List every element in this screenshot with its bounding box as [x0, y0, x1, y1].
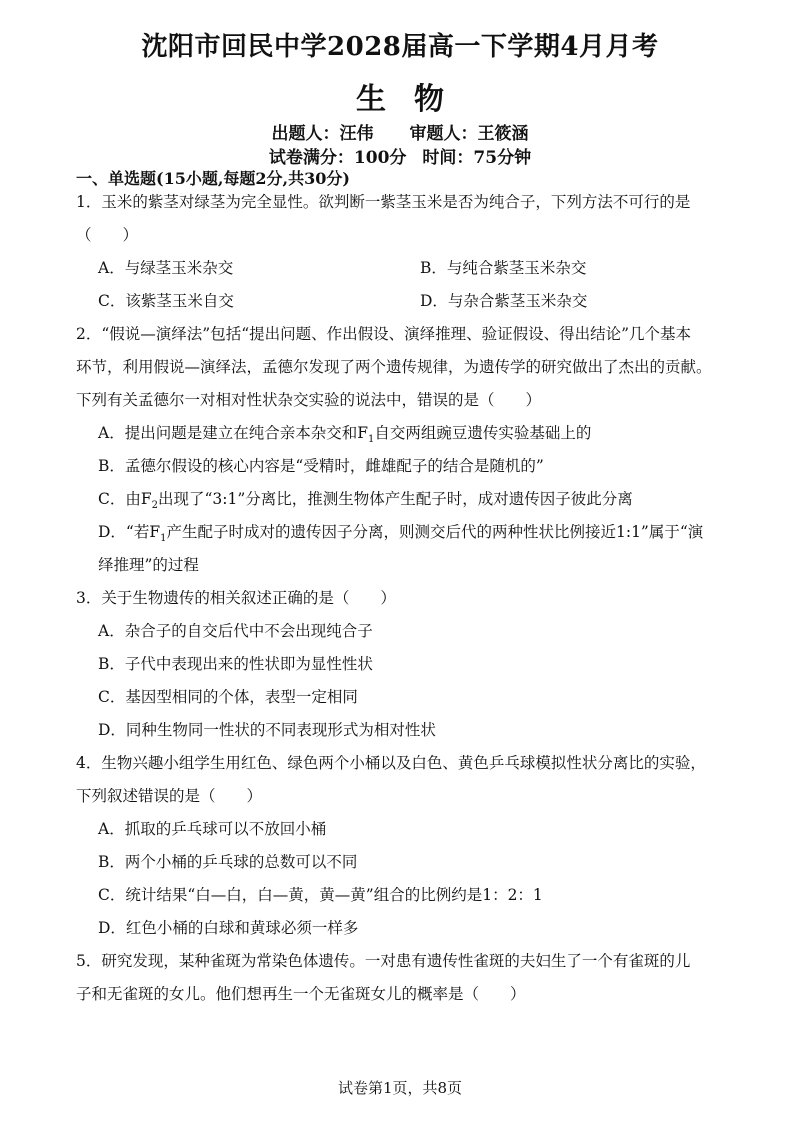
q2-stem-line2: 环节，利用假说—演绎法，孟德尔发现了两个遗传规律，为遗传学的研究做出了杰出的贡献。 [76, 358, 712, 376]
section-heading: 一、单选题(15小题,每题2分,共30分) [76, 169, 350, 188]
q3-option-a: A．杂合子的自交后代中不会出现纯合子 [98, 622, 373, 640]
q1-option-d: D．与杂合紫茎玉米杂交 [420, 292, 588, 310]
q1-option-c: C．该紫茎玉米自交 [98, 292, 234, 310]
q3-stem: 3．关于生物遗传的相关叙述正确的是（ ） [76, 589, 396, 607]
subscript: 1 [160, 533, 167, 545]
q2-option-d-text-end: 产生配子时成对的遗传因子分离，则测交后代的两种性状比例接近1:1”属于“演 [166, 523, 704, 541]
q2-option-a [76, 421, 736, 454]
q4-option-d: D．红色小桶的白球和黄球必须一样多 [98, 919, 359, 937]
q1-stem-line1: 1．玉米的紫茎对绿茎为完全显性。欲判断一紫茎玉米是否为纯合子，下列方法不可行的是 [76, 193, 691, 211]
reviewer: 审题人：王筱涵 [409, 124, 529, 144]
subscript: 2 [151, 500, 158, 512]
q4-option-b: B．两个小桶的乒乓球的总数可以不同 [98, 853, 358, 871]
q4-stem-line2: 下列叙述错误的是（ ） [76, 787, 263, 805]
q4-option-a: A．抓取的乒乓球可以不放回小桶 [98, 820, 327, 838]
q2-stem-line1: 2．“假说—演绎法”包括“提出问题、作出假设、演绎推理、验证假设、得出结论”几个基本 [76, 325, 692, 343]
q2-stem-line3: 下列有关孟德尔一对相对性状杂交实验的说法中，错误的是（ ） [76, 391, 542, 409]
exam-authors [0, 119, 800, 144]
q4-stem-line1: 4．生物兴趣小组学生用红色、绿色两个小桶以及白色、黄色乒乓球模拟性状分离比的实验， [76, 754, 706, 772]
q4-option-c: C．统计结果“白—白，白—黄，黄—黄”组合的比例约是1：2：1 [98, 886, 543, 904]
q2-option-c-text: C．由F [98, 490, 152, 508]
question-list [76, 190, 736, 1015]
subject-title: 生物 [356, 82, 472, 117]
page-footer: 试卷第1页，共8页 [337, 1079, 463, 1097]
q5-stem-line2: 子和无雀斑的女儿。他们想再生一个无雀斑女儿的概率是（ ） [76, 985, 526, 1003]
q1-option-a: A．与绿茎玉米杂交 [98, 259, 234, 277]
q1-options-row1 [76, 256, 736, 289]
q2-option-a-text-end: 自交两组豌豆遗传实验基础上的 [374, 424, 592, 442]
q1-stem-line2: （ ） [76, 226, 139, 244]
subscript: 1 [367, 434, 375, 446]
q3-option-b: B．子代中表现出来的性状即为显性性状 [98, 655, 373, 673]
q3-option-d: D．同种生物同一性状的不同表现形式为相对性状 [98, 721, 436, 739]
full-score: 试卷满分：100分 [268, 148, 407, 168]
q3-option-c: C．基因型相同的个体，表型一定相同 [98, 688, 358, 706]
q2-option-d-text: D．“若F [98, 523, 161, 541]
exam-time: 时间：75分钟 [422, 148, 532, 168]
setter: 出题人：汪伟 [271, 124, 374, 144]
q2-option-c [76, 487, 736, 520]
q5-stem-line1: 5．研究发现，某种雀斑为常染色体遗传。一对患有遗传性雀斑的夫妇生了一个有雀斑的儿 [76, 952, 691, 970]
q2-option-b: B．孟德尔假设的核心内容是“受精时，雌雄配子的结合是随机的” [98, 457, 544, 475]
exam-score-time [0, 143, 800, 168]
q2-option-d [76, 520, 736, 553]
q1-options-row2 [76, 289, 736, 322]
q2-option-c-text-end: 出现了“3:1”分离比，推测生物体产生配子时，成对遗传因子彼此分离 [158, 490, 633, 508]
q2-option-a-text: A．提出问题是建立在纯合亲本杂交和F [98, 424, 368, 442]
q2-option-d-cont: 绎推理”的过程 [98, 556, 199, 574]
exam-title: 沈阳市回民中学2028届高一下学期4月月考 [141, 32, 659, 62]
q1-option-b: B．与纯合紫茎玉米杂交 [420, 259, 587, 277]
